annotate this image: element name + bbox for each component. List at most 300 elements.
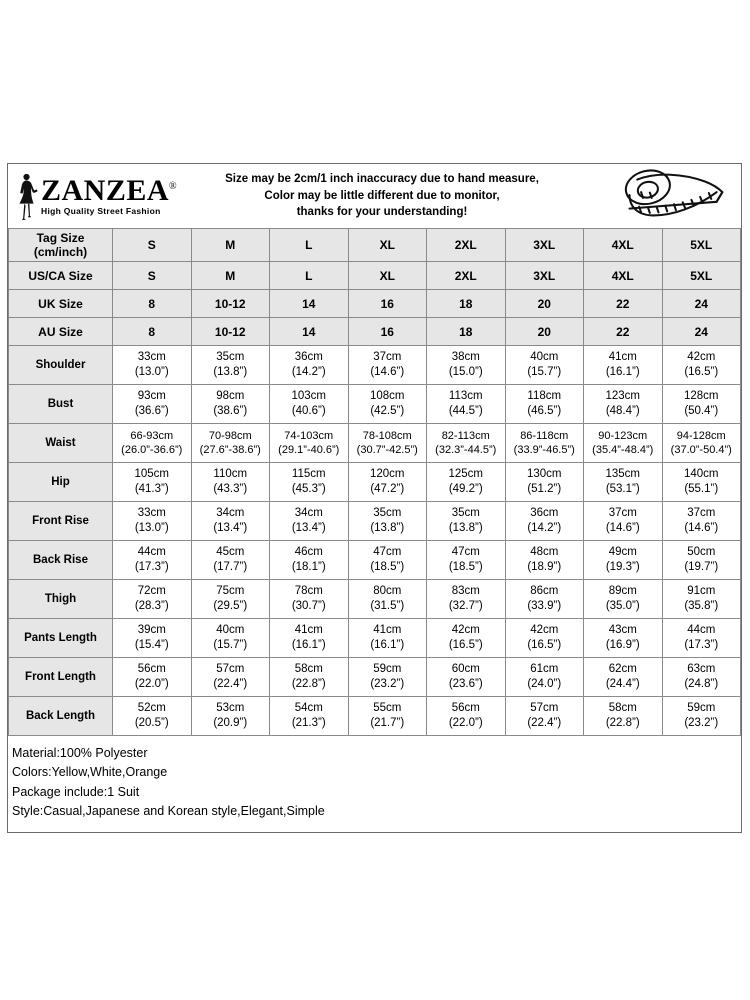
table-row-shoulder (9, 346, 741, 385)
value-cm: 52cm (137, 702, 166, 715)
cell-pants-length-3xl (505, 619, 584, 658)
notice-line-2: Color may be little different due to monitor, (264, 189, 500, 202)
cell-back-rise-3xl (505, 541, 584, 580)
value-cm: 120cm (369, 468, 405, 481)
row-label-back-length: Back Length (9, 697, 113, 736)
value-inch: (50.4”) (684, 405, 719, 417)
value-cm: 40cm (530, 351, 559, 364)
cell-uk-5xl: 24 (662, 290, 741, 318)
value-cm: 135cm (605, 468, 641, 481)
cell-bust-m (191, 385, 270, 424)
table-row-hip (9, 463, 741, 502)
value-inch: (13.4”) (213, 522, 248, 534)
cell-au-5xl: 24 (662, 318, 741, 346)
value-inch: (51.2”) (527, 483, 562, 495)
cell-tag-size-4xl: 4XL (584, 229, 663, 262)
row-label-tag-size-line1: Tag Size (36, 231, 85, 245)
value-inch: (18.1”) (291, 561, 326, 573)
value-cm: 42cm (451, 624, 480, 637)
cell-waist-s (113, 424, 192, 463)
size-table-body (9, 229, 741, 736)
cell-front-rise-xl (348, 502, 427, 541)
value-cm: 34cm (294, 507, 323, 520)
value-cm: 58cm (608, 702, 637, 715)
cell-back-length-4xl (584, 697, 663, 736)
cell-front-length-m (191, 658, 270, 697)
value-cm: 36cm (294, 351, 323, 364)
row-label-hip: Hip (9, 463, 113, 502)
value-inch: (33.9”) (527, 600, 562, 612)
value-cm: 42cm (687, 351, 716, 364)
table-row-uk-size (9, 290, 741, 318)
value-inch: (14.2”) (527, 522, 562, 534)
value-cm: 90-123cm (598, 429, 648, 442)
value-cm: 123cm (605, 390, 641, 403)
value-inch: (16.1”) (605, 366, 640, 378)
value-inch: (15.4”) (134, 639, 169, 651)
cell-thigh-xl (348, 580, 427, 619)
value-cm: 57cm (530, 702, 559, 715)
detail-package: Package include:1 Suit (12, 784, 140, 799)
value-cm: 140cm (683, 468, 719, 481)
cell-uk-m: 10-12 (191, 290, 270, 318)
cell-au-xl: 16 (348, 318, 427, 346)
value-cm: 39cm (137, 624, 166, 637)
value-cm: 41cm (294, 624, 323, 637)
cell-tag-size-5xl: 5XL (662, 229, 741, 262)
value-inch: (22.8”) (605, 717, 640, 729)
value-cm: 61cm (530, 663, 559, 676)
value-inch: (14.2”) (291, 366, 326, 378)
cell-bust-5xl (662, 385, 741, 424)
cell-pants-length-s (113, 619, 192, 658)
value-inch: (48.4”) (605, 405, 640, 417)
value-cm: 36cm (530, 507, 559, 520)
value-inch: (40.6”) (291, 405, 326, 417)
cell-back-length-3xl (505, 697, 584, 736)
value-cm: 47cm (373, 546, 402, 559)
table-row-back-rise (9, 541, 741, 580)
value-cm: 35cm (373, 507, 402, 520)
cell-tag-size-3xl: 3XL (505, 229, 584, 262)
value-cm: 57cm (216, 663, 245, 676)
value-inch: (27.6”-38.6”) (199, 444, 261, 456)
value-cm: 50cm (687, 546, 716, 559)
cell-front-length-s (113, 658, 192, 697)
value-inch: (13.0”) (134, 522, 169, 534)
value-cm: 98cm (216, 390, 245, 403)
value-inch: (22.4”) (213, 678, 248, 690)
value-cm: 40cm (216, 624, 245, 637)
value-cm: 59cm (687, 702, 716, 715)
cell-bust-2xl (427, 385, 506, 424)
value-inch: (44.5”) (448, 405, 483, 417)
table-row-front-rise (9, 502, 741, 541)
value-cm: 42cm (530, 624, 559, 637)
value-inch: (18.5”) (370, 561, 405, 573)
table-row-front-length (9, 658, 741, 697)
detail-material: Material:100% Polyester (12, 746, 148, 760)
value-inch: (14.6”) (605, 522, 640, 534)
notice-line-3: thanks for your understanding! (296, 206, 468, 219)
cell-shoulder-l (270, 346, 349, 385)
value-inch: (20.9”) (213, 717, 248, 729)
value-inch: (32.3”-44.5”) (435, 444, 497, 456)
value-cm: 70-98cm (208, 429, 252, 442)
row-label-uk-size: UK Size (9, 290, 113, 318)
cell-pants-length-2xl (427, 619, 506, 658)
value-inch: (31.5”) (370, 600, 405, 612)
value-cm: 80cm (373, 585, 402, 598)
value-inch: (16.5”) (527, 639, 562, 651)
value-cm: 48cm (530, 546, 559, 559)
value-inch: (42.5”) (370, 405, 405, 417)
cell-back-rise-4xl (584, 541, 663, 580)
cell-au-l: 14 (270, 318, 349, 346)
value-cm: 125cm (448, 468, 484, 481)
value-inch: (49.2”) (448, 483, 483, 495)
value-inch: (15.7”) (213, 639, 248, 651)
cell-front-length-2xl (427, 658, 506, 697)
woman-silhouette-icon (14, 172, 40, 220)
cell-thigh-s (113, 580, 192, 619)
value-cm: 33cm (137, 351, 166, 364)
value-cm: 54cm (294, 702, 323, 715)
cell-tag-size-l: L (270, 229, 349, 262)
value-inch: (23.2”) (370, 678, 405, 690)
cell-thigh-m (191, 580, 270, 619)
brand-logo (8, 172, 178, 220)
table-row-waist (9, 424, 741, 463)
cell-front-rise-5xl (662, 502, 741, 541)
row-label-tag-size-line2: (cm/inch) (33, 245, 88, 259)
cell-us-ca-s: S (113, 262, 192, 290)
cell-front-length-4xl (584, 658, 663, 697)
value-cm: 78cm (294, 585, 323, 598)
value-cm: 34cm (216, 507, 245, 520)
value-cm: 43cm (608, 624, 637, 637)
value-cm: 78-108cm (362, 429, 412, 442)
value-cm: 62cm (608, 663, 637, 676)
value-cm: 59cm (373, 663, 402, 676)
value-cm: 115cm (291, 468, 326, 481)
value-cm: 55cm (373, 702, 402, 715)
cell-hip-l (270, 463, 349, 502)
row-label-front-rise: Front Rise (9, 502, 113, 541)
value-cm: 128cm (683, 390, 719, 403)
brand-name (41, 176, 177, 206)
value-inch: (53.1”) (605, 483, 640, 495)
value-inch: (22.0”) (448, 717, 483, 729)
cell-uk-s: 8 (113, 290, 192, 318)
value-inch: (47.2”) (370, 483, 405, 495)
value-inch: (13.8”) (370, 522, 405, 534)
brand-tagline: High Quality Street Fashion (41, 206, 161, 217)
value-inch: (29.1”-40.6”) (278, 444, 340, 456)
value-cm: 35cm (216, 351, 245, 364)
value-cm: 46cm (294, 546, 323, 559)
cell-thigh-2xl (427, 580, 506, 619)
value-inch: (18.9”) (527, 561, 562, 573)
cell-au-3xl: 20 (505, 318, 584, 346)
detail-colors: Colors:Yellow,White,Orange (12, 765, 168, 780)
value-cm: 94-128cm (676, 429, 726, 442)
cell-back-rise-2xl (427, 541, 506, 580)
value-cm: 72cm (137, 585, 166, 598)
value-cm: 37cm (373, 351, 402, 364)
cell-back-length-5xl (662, 697, 741, 736)
table-row-us-ca-size (9, 262, 741, 290)
value-inch: (38.6”) (213, 405, 248, 417)
value-cm: 105cm (134, 468, 170, 481)
notice-line-1: Size may be 2cm/1 inch inaccuracy due to hand measure, (225, 172, 539, 185)
value-cm: 86cm (530, 585, 559, 598)
table-row-back-length (9, 697, 741, 736)
cell-back-rise-5xl (662, 541, 741, 580)
value-inch: (41.3”) (134, 483, 169, 495)
brand-wordmark (41, 176, 177, 216)
cell-au-m: 10-12 (191, 318, 270, 346)
cell-hip-m (191, 463, 270, 502)
value-cm: 86-118cm (520, 429, 569, 442)
cell-au-4xl: 22 (584, 318, 663, 346)
cell-back-rise-l (270, 541, 349, 580)
value-inch: (21.3”) (291, 717, 326, 729)
value-cm: 47cm (451, 546, 480, 559)
value-cm: 113cm (448, 390, 483, 403)
value-inch: (16.5”) (448, 639, 483, 651)
cell-hip-xl (348, 463, 427, 502)
cell-uk-3xl: 20 (505, 290, 584, 318)
cell-front-rise-l (270, 502, 349, 541)
cell-tag-size-m: M (191, 229, 270, 262)
value-cm: 75cm (216, 585, 245, 598)
value-cm: 53cm (216, 702, 245, 715)
row-label-back-rise: Back Rise (9, 541, 113, 580)
cell-hip-2xl (427, 463, 506, 502)
value-inch: (22.8”) (291, 678, 326, 690)
value-cm: 66-93cm (130, 429, 174, 442)
cell-front-length-xl (348, 658, 427, 697)
cell-waist-5xl (662, 424, 741, 463)
cell-us-ca-4xl: 4XL (584, 262, 663, 290)
value-cm: 56cm (137, 663, 166, 676)
measuring-tape-icon (606, 166, 741, 226)
value-inch: (13.8”) (213, 366, 248, 378)
value-cm: 93cm (137, 390, 166, 403)
brand-name-text: ZANZEA (41, 174, 170, 208)
cell-uk-2xl: 18 (427, 290, 506, 318)
value-cm: 82-113cm (441, 429, 490, 442)
row-label-us-ca-size: US/CA Size (9, 262, 113, 290)
value-inch: (13.8”) (448, 522, 483, 534)
value-cm: 56cm (451, 702, 480, 715)
cell-us-ca-xl: XL (348, 262, 427, 290)
row-label-au-size: AU Size (9, 318, 113, 346)
value-cm: 35cm (451, 507, 480, 520)
value-cm: 110cm (213, 468, 248, 481)
cell-hip-4xl (584, 463, 663, 502)
value-cm: 44cm (687, 624, 716, 637)
cell-waist-l (270, 424, 349, 463)
value-inch: (13.4”) (291, 522, 326, 534)
value-inch: (19.7”) (684, 561, 719, 573)
value-inch: (22.4”) (527, 717, 562, 729)
cell-thigh-5xl (662, 580, 741, 619)
cell-pants-length-xl (348, 619, 427, 658)
cell-pants-length-l (270, 619, 349, 658)
cell-pants-length-m (191, 619, 270, 658)
cell-waist-4xl (584, 424, 663, 463)
cell-uk-xl: 16 (348, 290, 427, 318)
cell-front-rise-4xl (584, 502, 663, 541)
value-inch: (24.8”) (684, 678, 719, 690)
value-inch: (36.6”) (134, 405, 169, 417)
cell-tag-size-2xl: 2XL (427, 229, 506, 262)
value-cm: 37cm (687, 507, 716, 520)
measurement-notice (158, 171, 606, 221)
value-inch: (30.7”-42.5”) (356, 444, 418, 456)
cell-hip-3xl (505, 463, 584, 502)
value-inch: (16.1”) (370, 639, 405, 651)
row-label-front-length: Front Length (9, 658, 113, 697)
cell-waist-m (191, 424, 270, 463)
table-row-tag-size (9, 229, 741, 262)
cell-front-length-3xl (505, 658, 584, 697)
cell-shoulder-m (191, 346, 270, 385)
value-cm: 33cm (137, 507, 166, 520)
cell-front-rise-2xl (427, 502, 506, 541)
value-cm: 91cm (687, 585, 716, 598)
cell-bust-s (113, 385, 192, 424)
cell-uk-l: 14 (270, 290, 349, 318)
value-inch: (23.6”) (448, 678, 483, 690)
size-chart-table (8, 228, 741, 736)
value-inch: (16.1”) (291, 639, 326, 651)
cell-front-rise-m (191, 502, 270, 541)
cell-shoulder-4xl (584, 346, 663, 385)
cell-waist-2xl (427, 424, 506, 463)
table-row-bust (9, 385, 741, 424)
cell-pants-length-4xl (584, 619, 663, 658)
value-inch: (22.0”) (134, 678, 169, 690)
value-cm: 49cm (608, 546, 637, 559)
cell-back-length-2xl (427, 697, 506, 736)
cell-us-ca-l: L (270, 262, 349, 290)
value-cm: 45cm (216, 546, 245, 559)
cell-shoulder-2xl (427, 346, 506, 385)
cell-back-length-s (113, 697, 192, 736)
row-label-bust: Bust (9, 385, 113, 424)
cell-bust-4xl (584, 385, 663, 424)
value-inch: (16.5”) (684, 366, 719, 378)
value-cm: 44cm (137, 546, 166, 559)
value-inch: (46.5”) (527, 405, 562, 417)
cell-back-length-l (270, 697, 349, 736)
cell-au-2xl: 18 (427, 318, 506, 346)
cell-uk-4xl: 22 (584, 290, 663, 318)
cell-back-rise-s (113, 541, 192, 580)
cell-front-length-l (270, 658, 349, 697)
cell-bust-3xl (505, 385, 584, 424)
value-inch: (17.7”) (213, 561, 248, 573)
cell-waist-3xl (505, 424, 584, 463)
cell-thigh-3xl (505, 580, 584, 619)
cell-bust-xl (348, 385, 427, 424)
cell-us-ca-2xl: 2XL (427, 262, 506, 290)
cell-us-ca-5xl: 5XL (662, 262, 741, 290)
cell-tag-size-xl: XL (348, 229, 427, 262)
cell-au-s: 8 (113, 318, 192, 346)
value-inch: (13.0”) (134, 366, 169, 378)
value-inch: (35.4”-48.4”) (592, 444, 654, 456)
value-inch: (35.0”) (605, 600, 640, 612)
row-label-waist: Waist (9, 424, 113, 463)
cell-shoulder-5xl (662, 346, 741, 385)
value-cm: 38cm (451, 351, 480, 364)
cell-back-length-m (191, 697, 270, 736)
value-inch: (17.3”) (134, 561, 169, 573)
registered-mark-icon: ® (169, 181, 178, 193)
cell-us-ca-3xl: 3XL (505, 262, 584, 290)
value-cm: 58cm (294, 663, 323, 676)
size-chart-panel (7, 163, 742, 833)
value-inch: (26.0”-36.6”) (121, 444, 183, 456)
value-inch: (14.6”) (370, 366, 405, 378)
cell-us-ca-m: M (191, 262, 270, 290)
value-inch: (35.8”) (684, 600, 719, 612)
cell-back-rise-m (191, 541, 270, 580)
cell-waist-xl (348, 424, 427, 463)
cell-thigh-l (270, 580, 349, 619)
value-inch: (14.6”) (684, 522, 719, 534)
cell-front-rise-s (113, 502, 192, 541)
cell-shoulder-s (113, 346, 192, 385)
product-details (8, 736, 741, 832)
value-cm: 89cm (608, 585, 637, 598)
value-inch: (20.5”) (134, 717, 169, 729)
value-inch: (15.0”) (448, 366, 483, 378)
cell-tag-size-s: S (113, 229, 192, 262)
value-cm: 63cm (687, 663, 716, 676)
cell-hip-s (113, 463, 192, 502)
row-label-tag-size (9, 229, 113, 262)
value-inch: (16.9”) (605, 639, 640, 651)
cell-hip-5xl (662, 463, 741, 502)
value-inch: (37.0”-50.4”) (670, 444, 732, 456)
value-inch: (45.3”) (291, 483, 326, 495)
value-cm: 118cm (527, 390, 562, 403)
value-cm: 108cm (369, 390, 405, 403)
chart-header-banner (8, 164, 741, 228)
value-inch: (24.4”) (605, 678, 640, 690)
value-inch: (24.0”) (527, 678, 562, 690)
value-inch: (17.3”) (684, 639, 719, 651)
cell-thigh-4xl (584, 580, 663, 619)
value-inch: (32.7”) (448, 600, 483, 612)
value-cm: 41cm (608, 351, 637, 364)
value-inch: (29.5”) (213, 600, 248, 612)
table-row-au-size (9, 318, 741, 346)
value-cm: 37cm (608, 507, 637, 520)
value-inch: (15.7”) (527, 366, 562, 378)
cell-back-length-xl (348, 697, 427, 736)
cell-front-length-5xl (662, 658, 741, 697)
table-row-pants-length (9, 619, 741, 658)
value-inch: (43.3”) (213, 483, 248, 495)
value-cm: 74-103cm (284, 429, 334, 442)
cell-pants-length-5xl (662, 619, 741, 658)
